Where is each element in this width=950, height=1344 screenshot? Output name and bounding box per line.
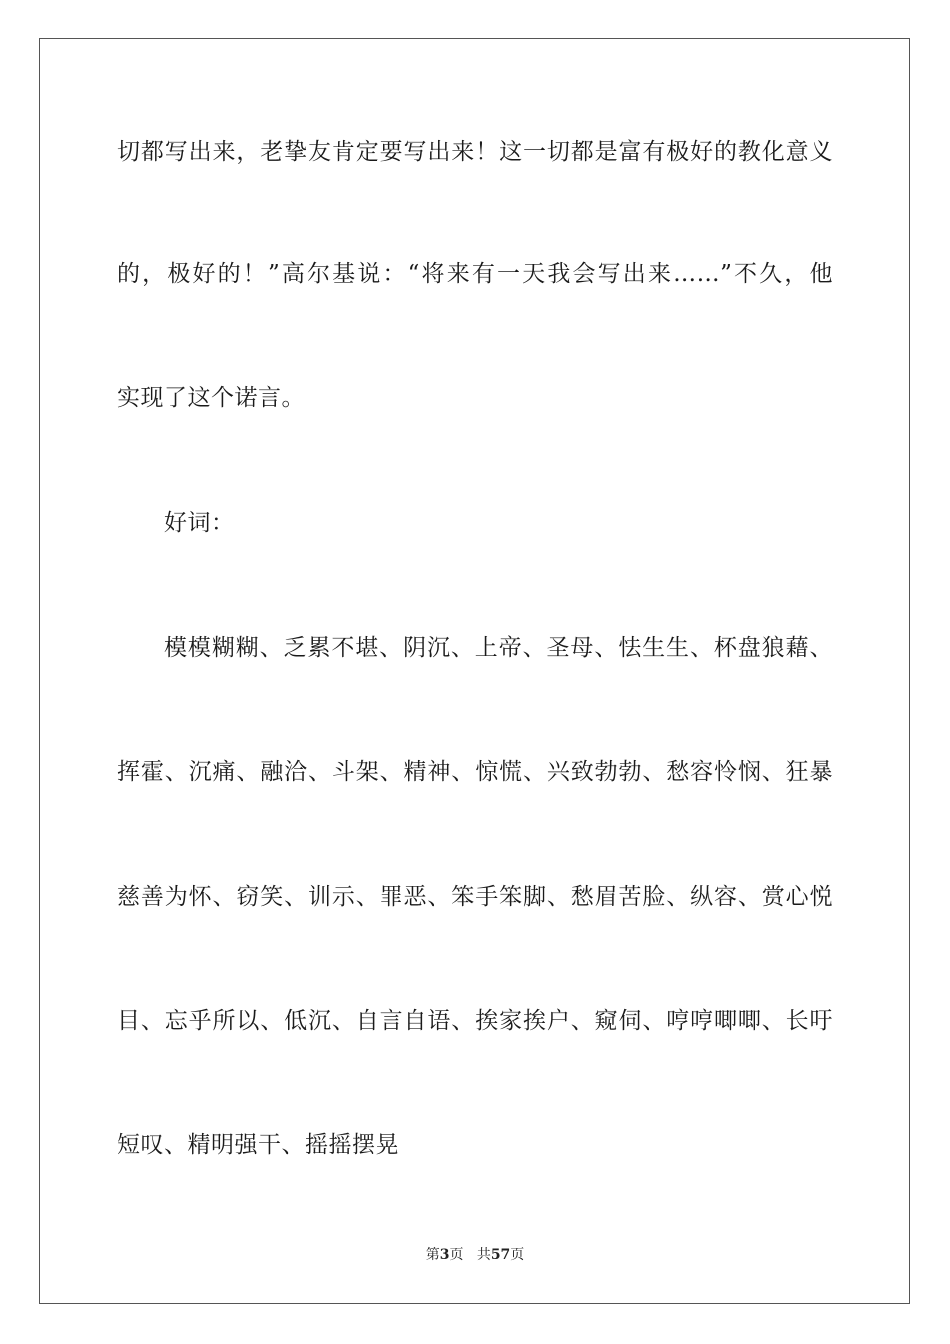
section-heading-good-words: 好词：: [164, 510, 235, 536]
body-line-2: 的，极好的！”高尔基说：“将来有一天我会写出来……”不久，他: [117, 261, 833, 287]
word-list-line-3: 慈善为怀、窃笑、训示、罪恶、笨手笨脚、愁眉苦脸、纵容、赏心悦: [117, 884, 833, 910]
body-line-3: 实现了这个诺言。: [117, 385, 305, 411]
page-number: 3: [439, 1247, 450, 1263]
word-list-line-5: 短叹、精明强干、摇摇摆晃: [117, 1132, 399, 1158]
page-footer: [0, 1246, 950, 1264]
total-suffix: 页: [510, 1247, 525, 1263]
page-border: [39, 38, 910, 1304]
page-prefix: 第: [425, 1247, 440, 1263]
word-list-line-2: 挥霍、沉痛、融洽、斗架、精神、惊慌、兴致勃勃、愁容怜悯、狂暴: [117, 759, 833, 785]
body-line-1: 切都写出来，老挚友肯定要写出来！这一切都是富有极好的教化意义: [117, 139, 833, 165]
word-list-line-1: 模模糊糊、乏累不堪、阴沉、上帝、圣母、怯生生、杯盘狼藉、: [164, 635, 833, 661]
total-pages: 57: [490, 1247, 511, 1263]
word-list-line-4: 目、忘乎所以、低沉、自言自语、挨家挨户、窥伺、哼哼唧唧、长吁: [117, 1008, 833, 1034]
page-suffix: 页: [449, 1247, 464, 1263]
total-prefix: 共: [476, 1247, 491, 1263]
